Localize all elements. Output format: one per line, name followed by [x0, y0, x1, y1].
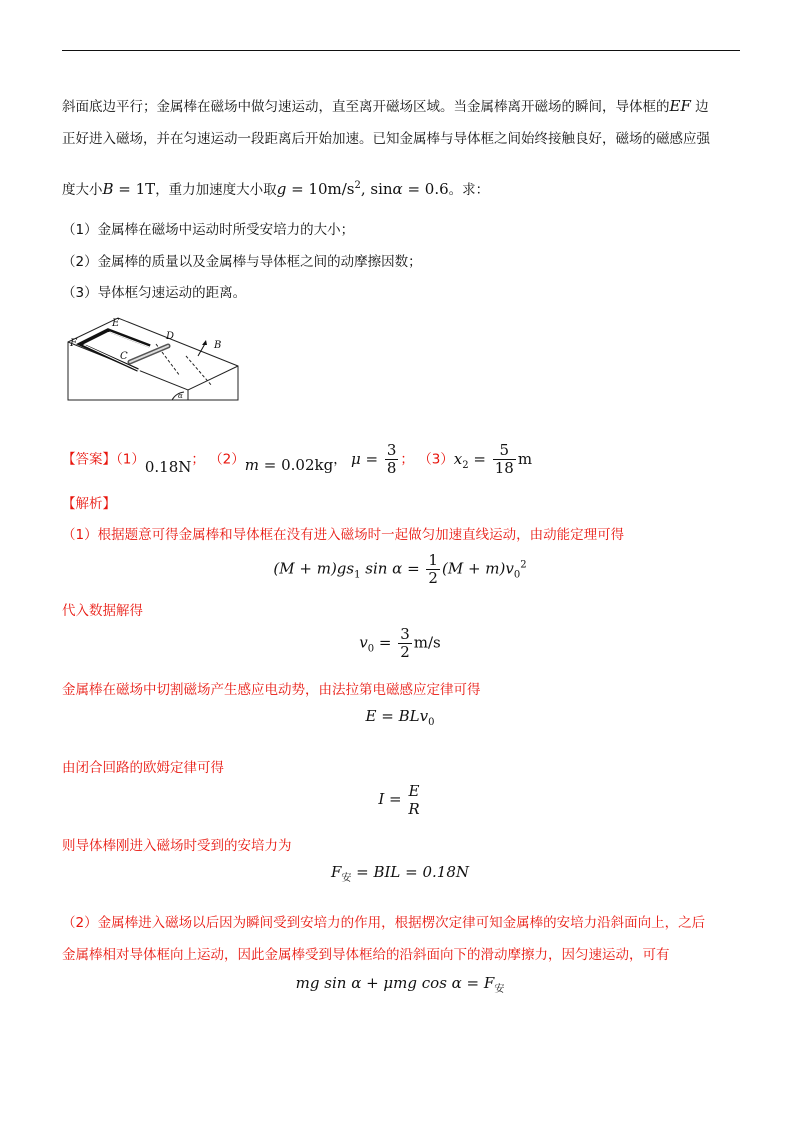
- label-F: F: [70, 338, 77, 349]
- question-3: （3）导体框匀速运动的距离。: [62, 285, 247, 301]
- equation-ampere-force: $F_安$ = BIL = 0.18N: [330, 863, 470, 884]
- answer-line: 【答案】（1）0.18N； （2）m = 0.02kg， μ = $\frac{3}{8}$ ； $(3)x_2$ = $\frac{5}{18}$ m: [62, 441, 533, 477]
- analysis-step-5: 则导体棒刚进入磁场时受到的安培力为: [62, 838, 292, 854]
- var-EF: EF: [669, 97, 691, 115]
- problem-text: ，重力加速度大小取: [155, 182, 277, 198]
- question-1: （1）金属棒在磁场中运动时所受安培力的大小；: [62, 222, 355, 238]
- incline-figure: [60, 312, 250, 404]
- answer-1: 0.18N: [144, 457, 192, 476]
- problem-line-2: 正好进入磁场，并在匀速运动一段距离后开始加速。已知金属棒与导体框之间始终接触良好，磁场的磁感应强: [62, 131, 710, 147]
- equation-balance: mg sin α + μmg $\cos \alpha = F_安$: [295, 974, 505, 995]
- given-g: $g = 10m/s^2$, sinα = 0.6: [276, 180, 449, 198]
- label-C: C: [120, 351, 128, 362]
- header-rule: [62, 50, 740, 51]
- answer-2-mu: μ = $\frac{3}{8}$: [351, 441, 397, 477]
- problem-line-3: [62, 176, 489, 200]
- label-B: B: [214, 340, 222, 351]
- field-arrow-head: [202, 340, 207, 345]
- answer-3: $x_2$ = $\frac{5}{18}$ m: [453, 441, 533, 477]
- label-E: E: [112, 318, 120, 329]
- question-2: （2）金属棒的质量以及金属棒与导体框之间的动摩擦因数；: [62, 254, 422, 270]
- metal-rod-shine: [130, 346, 168, 362]
- conductor-frame: [80, 330, 150, 370]
- answer-tag: 【答案】: [62, 451, 116, 468]
- answer-2-mass: m = 0.02kg: [244, 455, 334, 474]
- analysis-step-7: 金属棒相对导体框向上运动，因此金属棒受到导体框给的沿斜面向下的滑动摩擦力，因匀速运动，可有: [62, 947, 670, 963]
- equation-energy: $(M + m)gs_1$ sin α = $\frac{1}{2}$ $(M + m)v_0^2$: [273, 551, 527, 587]
- analysis-step-4: 由闭合回路的欧姆定律可得: [62, 760, 224, 776]
- analysis-step-1: （1）根据题意可得金属棒和导体框在没有进入磁场时一起做匀加速直线运动，由动能定理可得: [62, 527, 625, 543]
- problem-text: 边: [690, 99, 709, 115]
- problem-text: 。求：: [448, 182, 490, 198]
- analysis-tag: 【解析】: [62, 496, 116, 512]
- equation-emf: E = BLv$_0$: [365, 707, 435, 728]
- field-boundary-2: [186, 356, 212, 386]
- analysis-step-2: 代入数据解得: [62, 603, 143, 619]
- incline-outline: [68, 318, 238, 400]
- equation-v0: $v_0$ = $\frac{3}{2}$ m/s: [359, 625, 441, 661]
- given-B: B = 1T: [102, 180, 156, 198]
- label-alpha: α: [178, 392, 183, 400]
- problem-line-1: [62, 96, 709, 117]
- label-D: D: [166, 331, 175, 342]
- equation-ohm: I = E R: [378, 782, 420, 818]
- problem-text: 斜面底边平行；金属棒在磁场中做匀速运动，直至离开磁场区域。当金属棒离开磁场的瞬间，导体框的: [62, 99, 670, 115]
- problem-text: 度大小: [62, 182, 103, 198]
- analysis-step-3: 金属棒在磁场中切割磁场产生感应电动势，由法拉第电磁感应定律可得: [62, 682, 481, 698]
- analysis-step-6: （2）金属棒进入磁场以后因为瞬间受到安培力的作用，根据楞次定律可知金属棒的安培力沿斜面向上，之后: [62, 915, 706, 931]
